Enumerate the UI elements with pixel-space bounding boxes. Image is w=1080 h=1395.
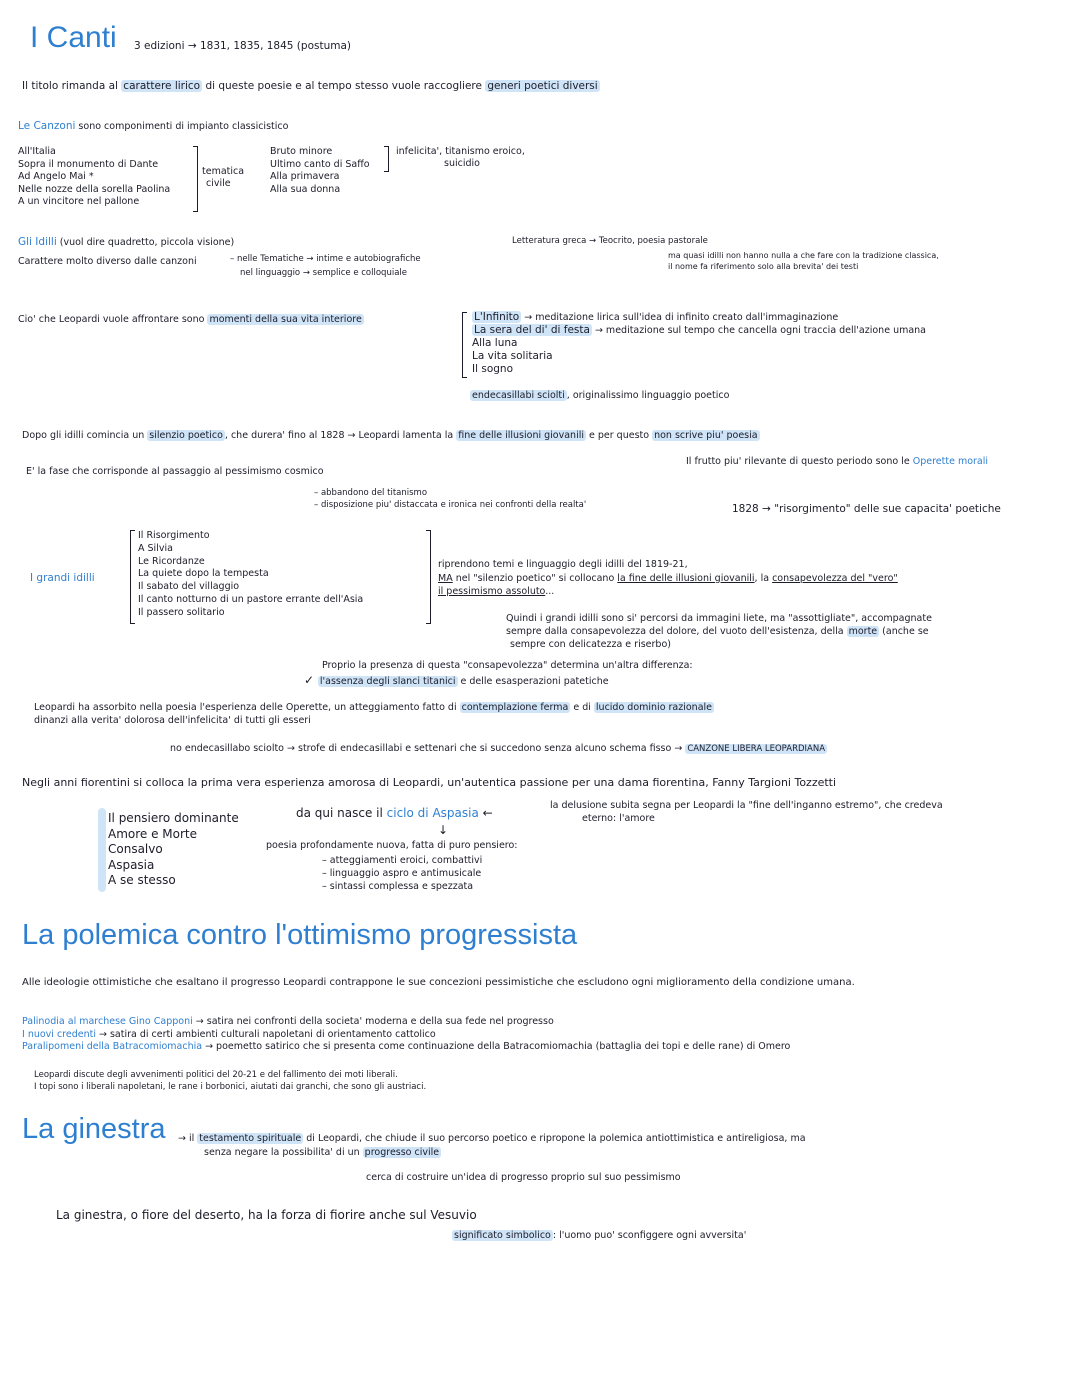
idilli-heading: Gli Idilli (vuol dire quadretto, piccola visione)	[18, 236, 235, 248]
list-item: Amore e Morte	[108, 826, 198, 841]
grandi-idilli-label: I grandi idilli	[30, 572, 95, 584]
list-item: A Silvia	[138, 542, 173, 554]
ginestra-significato: significato simbolico : l'uomo puo' sconfiggere ogni avversita'	[454, 1230, 747, 1241]
list-item: Le Ricordanze	[138, 555, 205, 567]
quindi-paragraph: Quindi i grandi idilli sono si' percorsi da immagini liete, ma "assottigliate", accompagnate sempre dalla consapevolezza del dolore, del vuoto dell'esistenza, della morte (anche se sempre con delicatezza e riserbo)	[506, 613, 932, 650]
list-item: Alla luna	[472, 337, 518, 349]
idilli-list: L'Infinito → meditazione lirica sull'idea di infinito creato dall'immaginazione La sera del di' di festa → meditazione sul tempo che cancella ogni traccia dell'azione umana Alla luna La vita solitaria Il sogno	[472, 311, 927, 375]
da-qui-line: da qui nasce il ciclo di Aspasia ←	[296, 806, 493, 820]
list-item: Il sogno	[472, 363, 513, 375]
frutto-line: Il frutto piu' rilevante di questo periodo sono le Operette morali	[686, 456, 989, 467]
list-item: La sera del di' di festa	[474, 324, 590, 336]
ma-quasi-note: ma quasi idilli non hanno nulla a che fare con la tradizione classica, il nome fa riferimento solo alla brevita' dei testi	[668, 251, 939, 271]
idilli-linguaggio: nel linguaggio → semplice e colloquiale	[240, 268, 407, 278]
canzoni-civili-list: All'Italia Sopra il monumento di Dante Ad Angelo Mai * Nelle nozze della sorella Paolina A un vincitore nel pallone	[18, 146, 171, 207]
list-item: Consalvo	[108, 842, 163, 856]
list-item: L'Infinito	[474, 311, 520, 323]
ginestra-fiore: La ginestra, o fiore del deserto, ha la forza di fiorire anche sul Vesuvio	[56, 1208, 477, 1222]
letteratura-greca: Letteratura greca → Teocrito, poesia pastorale	[512, 236, 708, 246]
cio-che-leopardi: Cio' che Leopardi vuole affrontare sono momenti della sua vita interiore	[18, 314, 362, 325]
list-item: Aspasia	[108, 857, 155, 872]
section-title-polemica: La polemica contro l'ottimismo progressista	[22, 919, 578, 951]
fiorentini-line: Negli anni fiorentini si colloca la prima vera esperienza amorosa di Leopardi, un'autentica passione per una dama fiorentina, Fanny Targioni Tozzetti	[22, 776, 837, 789]
section-title-ginestra: La ginestra	[22, 1113, 166, 1145]
bracket	[130, 530, 135, 624]
editions-note: 3 edizioni → 1831, 1835, 1845 (postuma)	[134, 40, 351, 52]
list-item: La quiete dopo la tempesta	[138, 568, 269, 580]
assenza-line: ✓ l'assenza degli slanci titanici e delle esasperazioni patetiche	[304, 673, 609, 687]
proprio-line: Proprio la presenza di questa "consapevolezza" determina un'altra differenza:	[322, 660, 693, 671]
silenzio-line: Dopo gli idilli comincia un silenzio poetico , che durera' fino al 1828 → Leopardi lamenta la fine delle illusioni giovanili e per questo non scrive piu' poesia	[22, 430, 758, 441]
fase-line: E' la fase che corrisponde al passaggio al pessimismo cosmico	[26, 466, 324, 477]
infelicita-note: infelicita', titanismo eroico, suicidio	[396, 146, 525, 169]
list-item: Il Risorgimento	[138, 530, 210, 541]
idilli-tematiche: – nelle Tematiche → intime e autobiografiche	[230, 254, 421, 264]
poesia-nuova-line: poesia profondamente nuova, fatta di puro pensiero:	[266, 840, 518, 851]
poesia-bullets: – atteggiamenti eroici, combattivi – linguaggio aspro e antimusicale – sintassi complessa e spezzata	[322, 855, 483, 892]
ginestra-cerca: cerca di costruire un'idea di progresso proprio sul suo pessimismo	[366, 1172, 681, 1183]
list-item: Il pensiero dominante	[108, 811, 239, 825]
aspasia-list	[108, 811, 239, 889]
polemica-works: Palinodia al marchese Gino Capponi → satira nei confronti della societa' moderna e della sua fede nel progresso I nuovi credenti → satira di certi ambienti culturali napoletani di orientamento cattolico Paralipomeni della Batracomiomachia → poemetto satirico che si presenta come continuazione della Batracomiomachia (battaglia dei topi e delle rane) di Omero	[22, 1016, 791, 1052]
canti-intro: Il titolo rimanda al carattere lirico di queste poesie e al tempo stesso vuole raccogliere generi poetici diversi	[22, 80, 598, 92]
list-item: Il passero solitario	[138, 606, 225, 618]
abbandono-line: – abbandono del titanismo	[314, 488, 428, 498]
disposizione-line: – disposizione piu' distaccata e ironica nei confronti della realta'	[314, 500, 587, 510]
ginestra-description: → il testamento spirituale di Leopardi, che chiude il suo percorso poetico e ripropone la polemica antiottimistica e antireligiosa, ma senza negare la possibilita' di un progresso civile	[178, 1133, 806, 1158]
list-item: La vita solitaria	[472, 350, 553, 362]
bracket	[426, 530, 431, 624]
highlight-bar	[98, 808, 106, 892]
canzoni-other-list: Bruto minore Ultimo canto di Saffo Alla primavera Alla sua donna	[270, 146, 370, 195]
tematica-civile: tematica civile	[202, 166, 245, 189]
grandi-idilli-list	[138, 530, 363, 620]
down-arrow-icon: ↓	[438, 823, 449, 837]
assorbito-paragraph: Leopardi ha assorbito nella poesia l'esperienza delle Operette, un atteggiamento fatto di contemplazione ferma e di lucido dominio razionale dinanzi alla verita' dolorosa dell'infelicita' di tutti gli esseri	[34, 702, 713, 726]
risorgimento-line: 1828 → "risorgimento" delle sue capacita' poetiche	[732, 503, 1001, 515]
grandi-riprendono: riprendono temi e linguaggio degli idilli del 1819-21, MA nel "silenzio poetico" si collocano la fine delle illusioni giovanili, la consapevolezza del "vero" il pessimismo assoluto...	[438, 559, 898, 597]
bracket	[193, 146, 198, 212]
polemica-intro: Alle ideologie ottimistiche che esaltano il progresso Leopardi contrappone le sue concezioni pessimistiche che escludono ogni miglioramento della condizione umana.	[22, 977, 855, 988]
endecasillabi-note: endecasillabi sciolti , originalissimo linguaggio poetico	[472, 390, 730, 401]
delusione-note: la delusione subita segna per Leopardi la "fine dell'inganno estremo", che credeva eterno: l'amore	[550, 800, 943, 824]
list-item: Il sabato del villaggio	[138, 581, 240, 593]
page-title: I Canti	[30, 21, 117, 54]
discute-note: Leopardi discute degli avvenimenti politici del 20-21 e del fallimento dei moti liberali. I topi sono i liberali napoletani, le rane i borbonici, aiutati dai granchi, che sono gli austriaci.	[34, 1070, 427, 1092]
list-item: Il canto notturno di un pastore errante dell'Asia	[138, 593, 364, 605]
bracket	[384, 146, 389, 172]
idilli-carattere: Carattere molto diverso dalle canzoni	[18, 256, 197, 267]
list-item: A se stesso	[108, 873, 176, 887]
canzoni-heading: Le Canzoni sono componimenti di impianto classicistico	[18, 120, 289, 132]
bracket	[462, 312, 467, 378]
no-endecasillabo-line: no endecasillabo sciolto → strofe di endecasillabi e settenari che si succedono senza alcuno schema fisso → CANZONE LIBERA LEOPARDIANA	[170, 743, 826, 754]
